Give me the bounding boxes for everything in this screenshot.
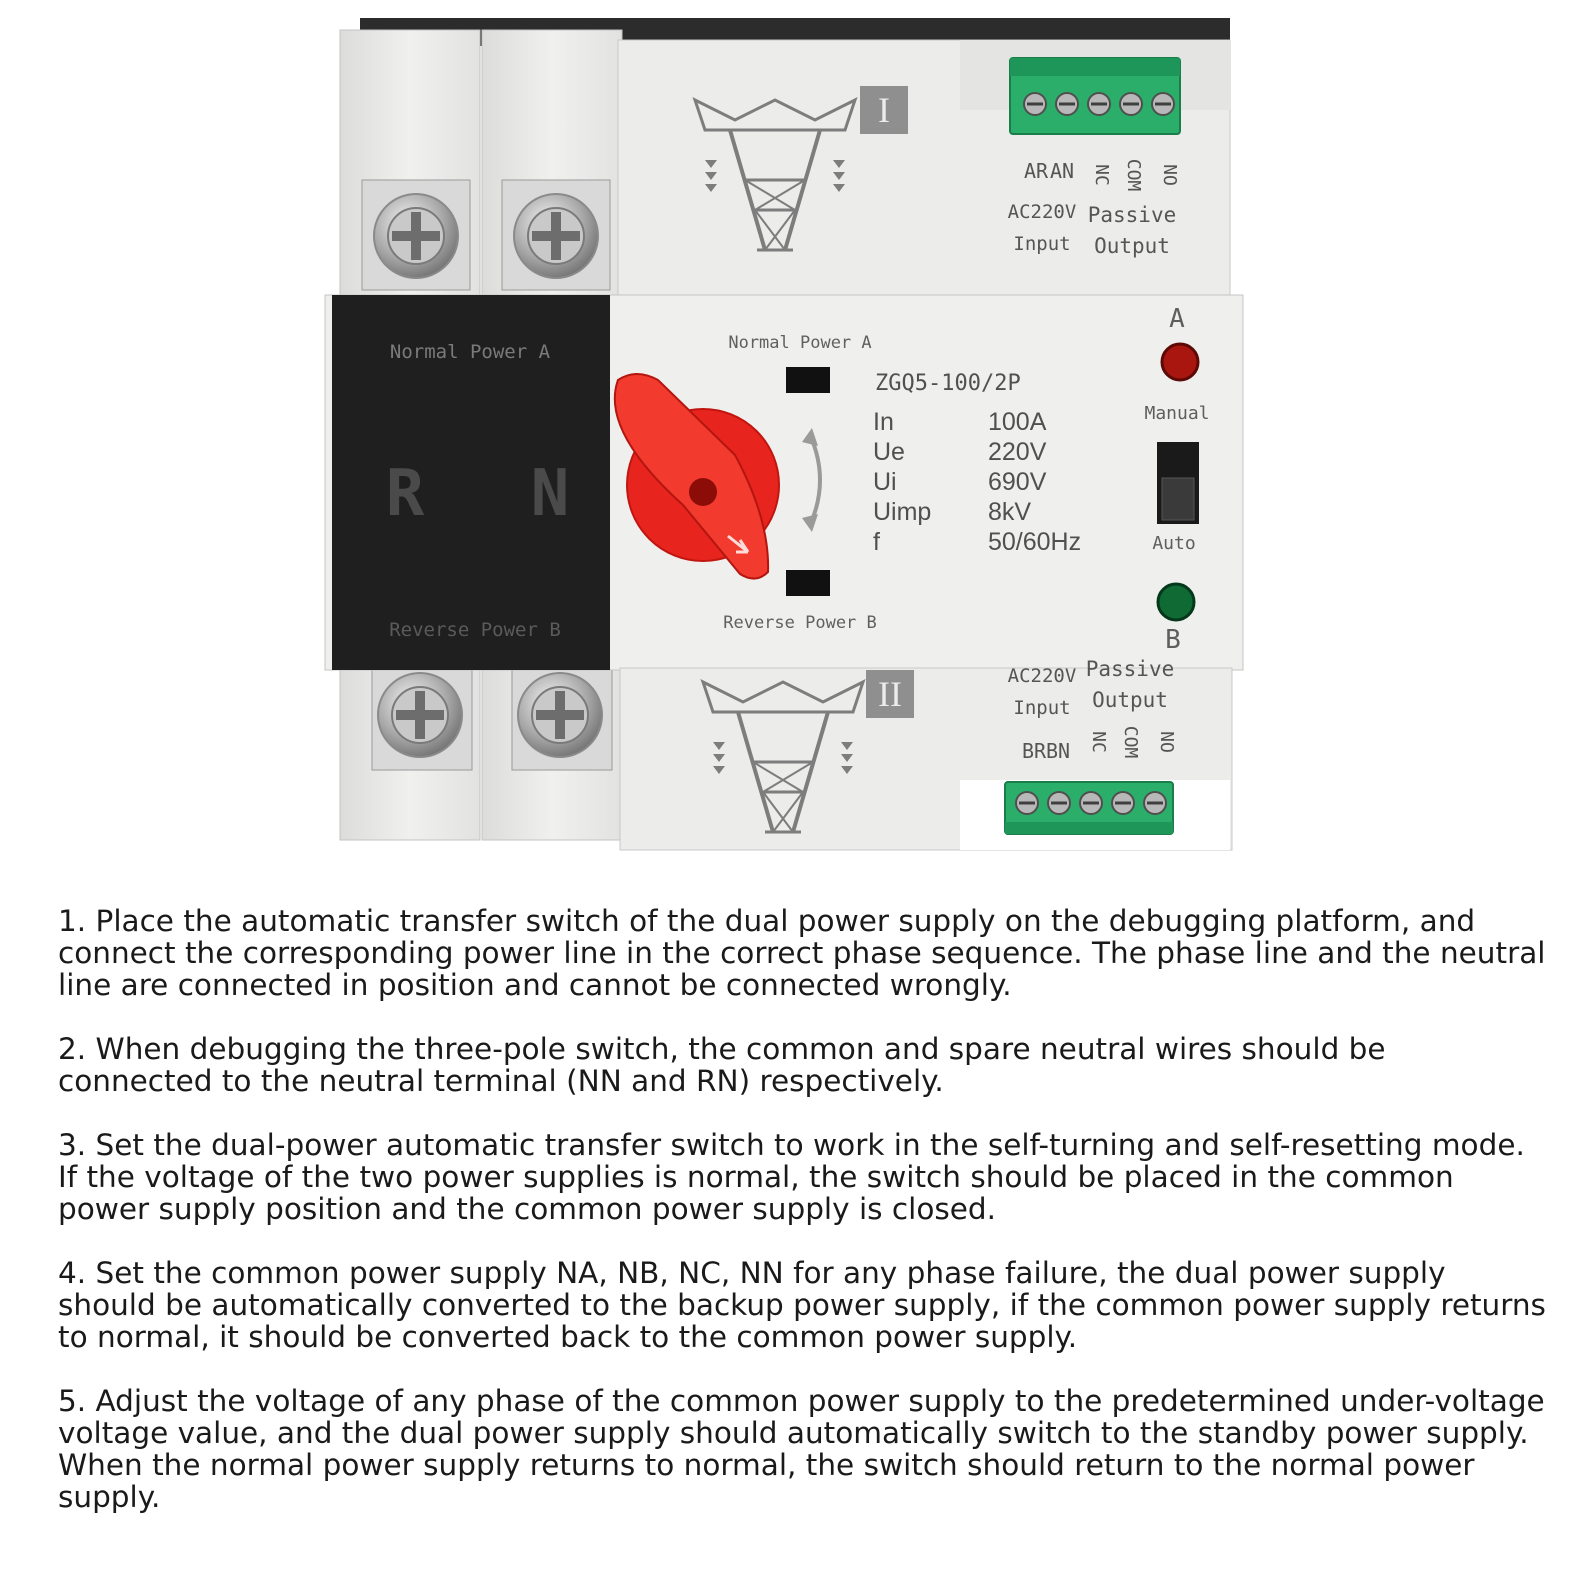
passive-label: Passive bbox=[1087, 203, 1177, 227]
cover-bottom-label: Reverse Power B bbox=[389, 619, 561, 641]
terminal-label: COM bbox=[1120, 725, 1141, 759]
spec-key: In bbox=[873, 408, 894, 436]
terminal-screw-icon bbox=[518, 673, 602, 757]
instruction-step-1: 1. Place the automatic transfer switch of the dual power supply on the debugging platform, and connect the corresponding power line in the correct phase sequence. The phase line and the neutral line are connected in position and cannot be connected wrongly. bbox=[58, 904, 1546, 1002]
instruction-step-2: 2. When debugging the three-pole switch, the common and spare neutral wires should be connected to the neutral terminal (NN and RN) respectively. bbox=[58, 1032, 1386, 1098]
spec-key: Ui bbox=[873, 468, 897, 496]
spec-key: f bbox=[873, 528, 880, 556]
spec-value: 220V bbox=[988, 438, 1047, 466]
module-two-label: II bbox=[878, 674, 902, 714]
spec-value: 8kV bbox=[988, 498, 1032, 526]
instruction-step-4: 4. Set the common power supply NA, NB, NC, NN for any phase failure, the dual power supply should be automatically converted to the backup power supply, if the common power supply returns to normal, it should be converted back to the common power supply. bbox=[58, 1256, 1546, 1354]
output-caption: Output bbox=[1092, 688, 1168, 712]
spec-value: 100A bbox=[988, 408, 1047, 436]
output-caption: Output bbox=[1094, 234, 1170, 258]
switch-bottom-label: Reverse Power B bbox=[723, 613, 877, 633]
input-caption: Input bbox=[1013, 697, 1071, 719]
spec-key: Ue bbox=[873, 438, 905, 466]
manual-label: Manual bbox=[1144, 403, 1210, 424]
terminal-label: AN bbox=[1049, 159, 1075, 183]
module-one-label: I bbox=[878, 90, 890, 130]
instruction-step-5: 5. Adjust the voltage of any phase of the common power supply to the predetermined under-voltage voltage value, and the dual power supply should automatically switch to the standby power supply. When the normal power supply returns to normal, the switch should return to the normal power supply. bbox=[58, 1384, 1545, 1514]
indicator-led-a bbox=[1162, 344, 1198, 380]
input-voltage-label: AC220V bbox=[1007, 665, 1077, 687]
terminal-label: AR bbox=[1023, 159, 1049, 183]
instructions bbox=[58, 905, 1548, 1545]
manual-auto-toggle[interactable] bbox=[1157, 442, 1199, 524]
cover-letter-n: N bbox=[530, 457, 570, 531]
spec-key: Uimp bbox=[873, 498, 932, 526]
terminal-label: COM bbox=[1123, 158, 1144, 192]
indicator-b-label: B bbox=[1165, 625, 1181, 655]
terminal-label: NO bbox=[1156, 731, 1177, 753]
cover-letter-r: R bbox=[385, 457, 425, 531]
terminal-label: BN bbox=[1045, 739, 1071, 763]
terminal-screw-icon bbox=[514, 194, 598, 278]
indicator-led-b bbox=[1158, 584, 1194, 620]
terminal-label: NC bbox=[1088, 731, 1109, 753]
passive-label: Passive bbox=[1085, 657, 1175, 681]
bottom-terminal-block bbox=[1005, 782, 1173, 834]
auto-label: Auto bbox=[1152, 533, 1196, 554]
cover-top-label: Normal Power A bbox=[389, 341, 551, 363]
position-window-a bbox=[786, 367, 830, 393]
position-window-b bbox=[786, 570, 830, 596]
spec-value: 690V bbox=[988, 468, 1047, 496]
terminal-label: NC bbox=[1091, 164, 1112, 186]
model-number: ZGQ5-100/2P bbox=[875, 371, 1021, 396]
spec-value: 50/60Hz bbox=[988, 528, 1082, 556]
terminal-label: NO bbox=[1159, 164, 1180, 186]
input-caption: Input bbox=[1013, 233, 1071, 255]
terminal-screw-icon bbox=[374, 194, 458, 278]
top-terminal-block bbox=[1010, 58, 1180, 134]
terminal-label: BR bbox=[1021, 739, 1047, 763]
switch-top-label: Normal Power A bbox=[728, 333, 872, 353]
instruction-step-3: 3. Set the dual-power automatic transfer switch to work in the self-turning and self-resetting mode. If the voltage of the two power supplies is normal, the switch should be placed in the common power supply position and the common power supply is closed. bbox=[58, 1128, 1525, 1226]
terminal-screw-icon bbox=[378, 673, 462, 757]
input-voltage-label: AC220V bbox=[1007, 201, 1077, 223]
indicator-a-label: A bbox=[1169, 304, 1185, 334]
